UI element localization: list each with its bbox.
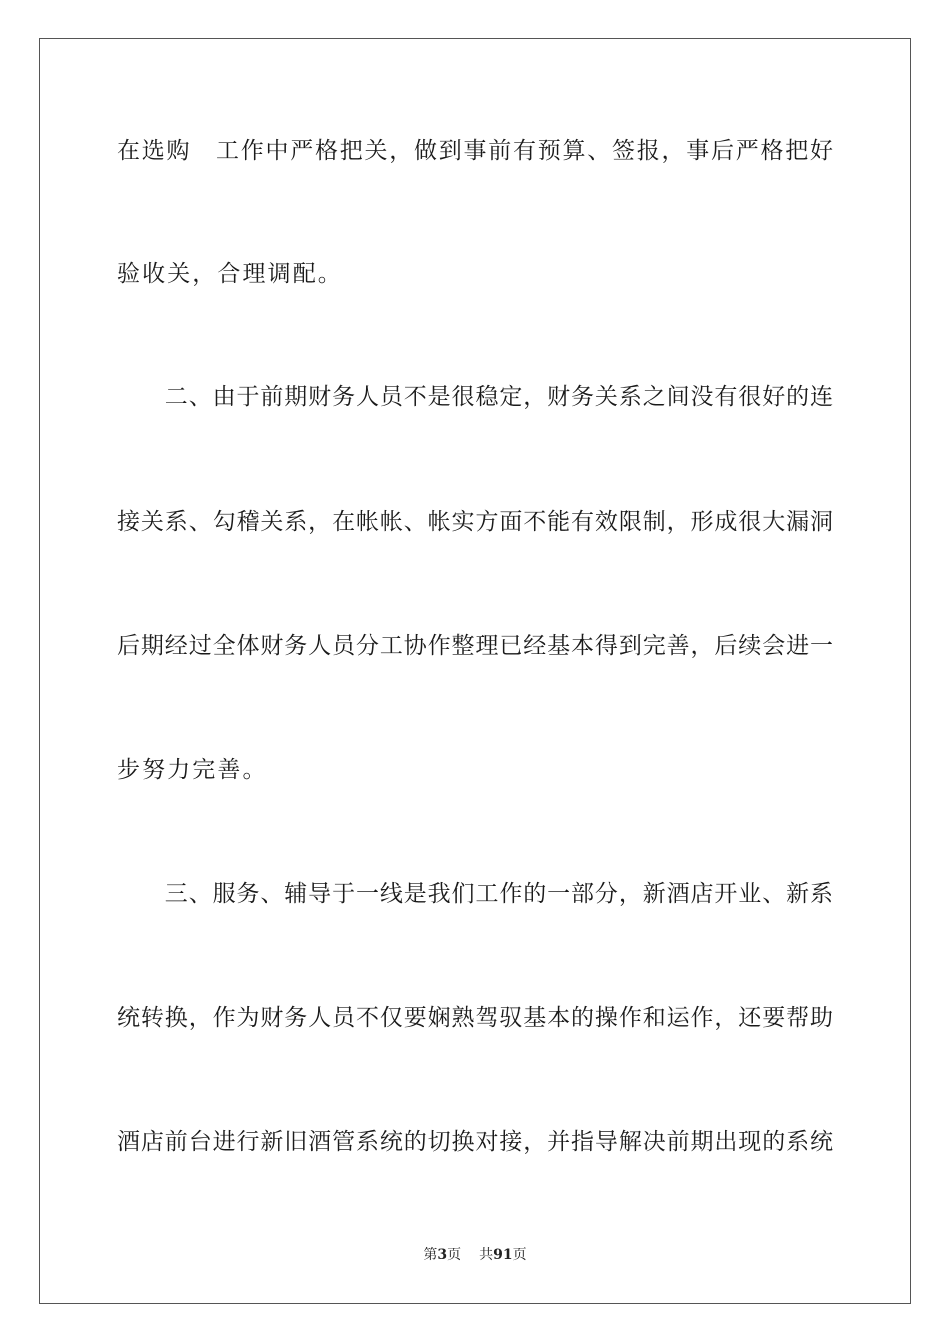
body-text-line-5: 后期经过全体财务人员分工协作整理已经基本得到完善，后续会进一: [117, 633, 833, 659]
footer-page-prefix: 第: [423, 1247, 438, 1263]
footer-total-suffix: 页: [512, 1247, 527, 1263]
footer-page-suffix: 页: [447, 1247, 462, 1263]
page-footer: [0, 1246, 950, 1264]
body-text-line-6: 步努力完善。: [117, 757, 268, 783]
body-text-line-7: 三、服务、辅导于一线是我们工作的一部分，新酒店开业、新系: [117, 881, 833, 907]
body-text-line-8: 统转换，作为财务人员不仅要娴熟驾驭基本的操作和运作，还要帮助: [117, 1005, 833, 1031]
body-text-line-3: 二、由于前期财务人员不是很稳定，财务关系之间没有很好的连: [117, 384, 833, 410]
footer-current-page: 3: [437, 1247, 448, 1263]
footer-total-prefix: 共: [479, 1247, 494, 1263]
footer-total-pages: 91: [493, 1247, 513, 1263]
body-text-line-1: 在选购 工作中严格把关，做到事前有预算、签报，事后严格把好: [117, 138, 833, 164]
body-text-line-2: 验收关，合理调配。: [117, 261, 343, 287]
body-text-line-9: 酒店前台进行新旧酒管系统的切换对接，并指导解决前期出现的系统: [117, 1129, 833, 1155]
page-border: [39, 38, 911, 1304]
body-text-line-4: 接关系、勾稽关系，在帐帐、帐实方面不能有效限制，形成很大漏洞: [117, 509, 833, 535]
